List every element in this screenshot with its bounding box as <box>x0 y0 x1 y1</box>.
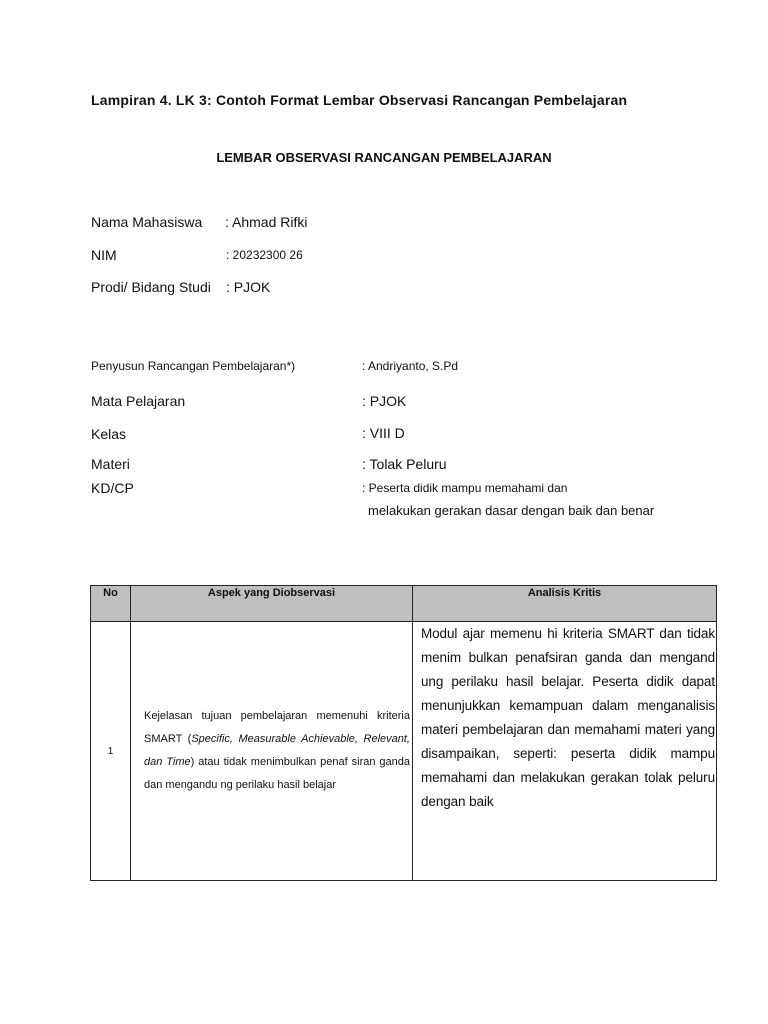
table-header-row <box>91 586 717 622</box>
aspek-text-end: ) atau tidak menimbulkan penaf siran ganda dan mengandu ng perilaku hasil belajar <box>144 756 410 791</box>
penyusun-value: : Andriyanto, S.Pd <box>362 359 459 373</box>
materi-value: : Tolak Peluru <box>362 456 447 472</box>
header-aspek: Aspek yang Diobservasi <box>131 586 413 622</box>
penyusun-label: Penyusun Rancangan Pembelajaran*) <box>91 359 296 373</box>
table-row <box>91 622 717 881</box>
header-no: No <box>91 586 131 622</box>
aspek-text: Kejelasan tujuan pembelajaran memenuhi kriteria SMART ( <box>144 710 410 745</box>
kd-value-line1: : Peserta didik mampu memahami dan <box>362 481 568 495</box>
mapel-label: Mata Pelajaran <box>91 393 186 409</box>
cell-aspek <box>131 622 413 881</box>
mapel-value: : PJOK <box>362 393 407 409</box>
sheet-title: LEMBAR OBSERVASI RANCANGAN PEMBELAJARAN <box>216 150 552 165</box>
analisis-text: Modul ajar memenu hi kriteria SMART dan tidak menim bulkan penafsiran ganda dan mengand ung perilaku hasil belajar. Peserta didik dapat menunjukkan kemampuan dalam menganalisis materi pembelajaran dan memahami materi yang disampaikan, seperti: peserta didik mampu memahami dan melakukan gerakan tolak peluru dengan baik <box>421 626 715 809</box>
kelas-label: Kelas <box>91 426 127 442</box>
kd-value-line2: melakukan gerakan dasar dengan baik dan benar <box>368 503 655 518</box>
cell-no: 1 <box>91 622 131 881</box>
prodi-value: : PJOK <box>226 279 271 295</box>
document-title: Lampiran 4. LK 3: Contoh Format Lembar Observasi Rancangan Pembelajaran <box>91 92 628 108</box>
observation-table <box>90 585 717 881</box>
name-value: : Ahmad Rifki <box>225 214 308 230</box>
nim-value: : 20232300 26 <box>226 248 303 262</box>
materi-label: Materi <box>91 456 130 472</box>
nim-label: NIM <box>91 247 117 263</box>
kd-label: KD/CP <box>91 480 134 496</box>
aspek-italic-text: Specific, Measurable Achievable, Relevant, dan Time <box>144 733 410 768</box>
prodi-label: Prodi/ Bidang Studi <box>91 279 211 295</box>
kelas-value: : VIII D <box>362 425 405 441</box>
header-analisis: Analisis Kritis <box>413 586 717 622</box>
name-label: Nama Mahasiswa <box>91 214 203 230</box>
cell-analisis <box>413 622 717 881</box>
